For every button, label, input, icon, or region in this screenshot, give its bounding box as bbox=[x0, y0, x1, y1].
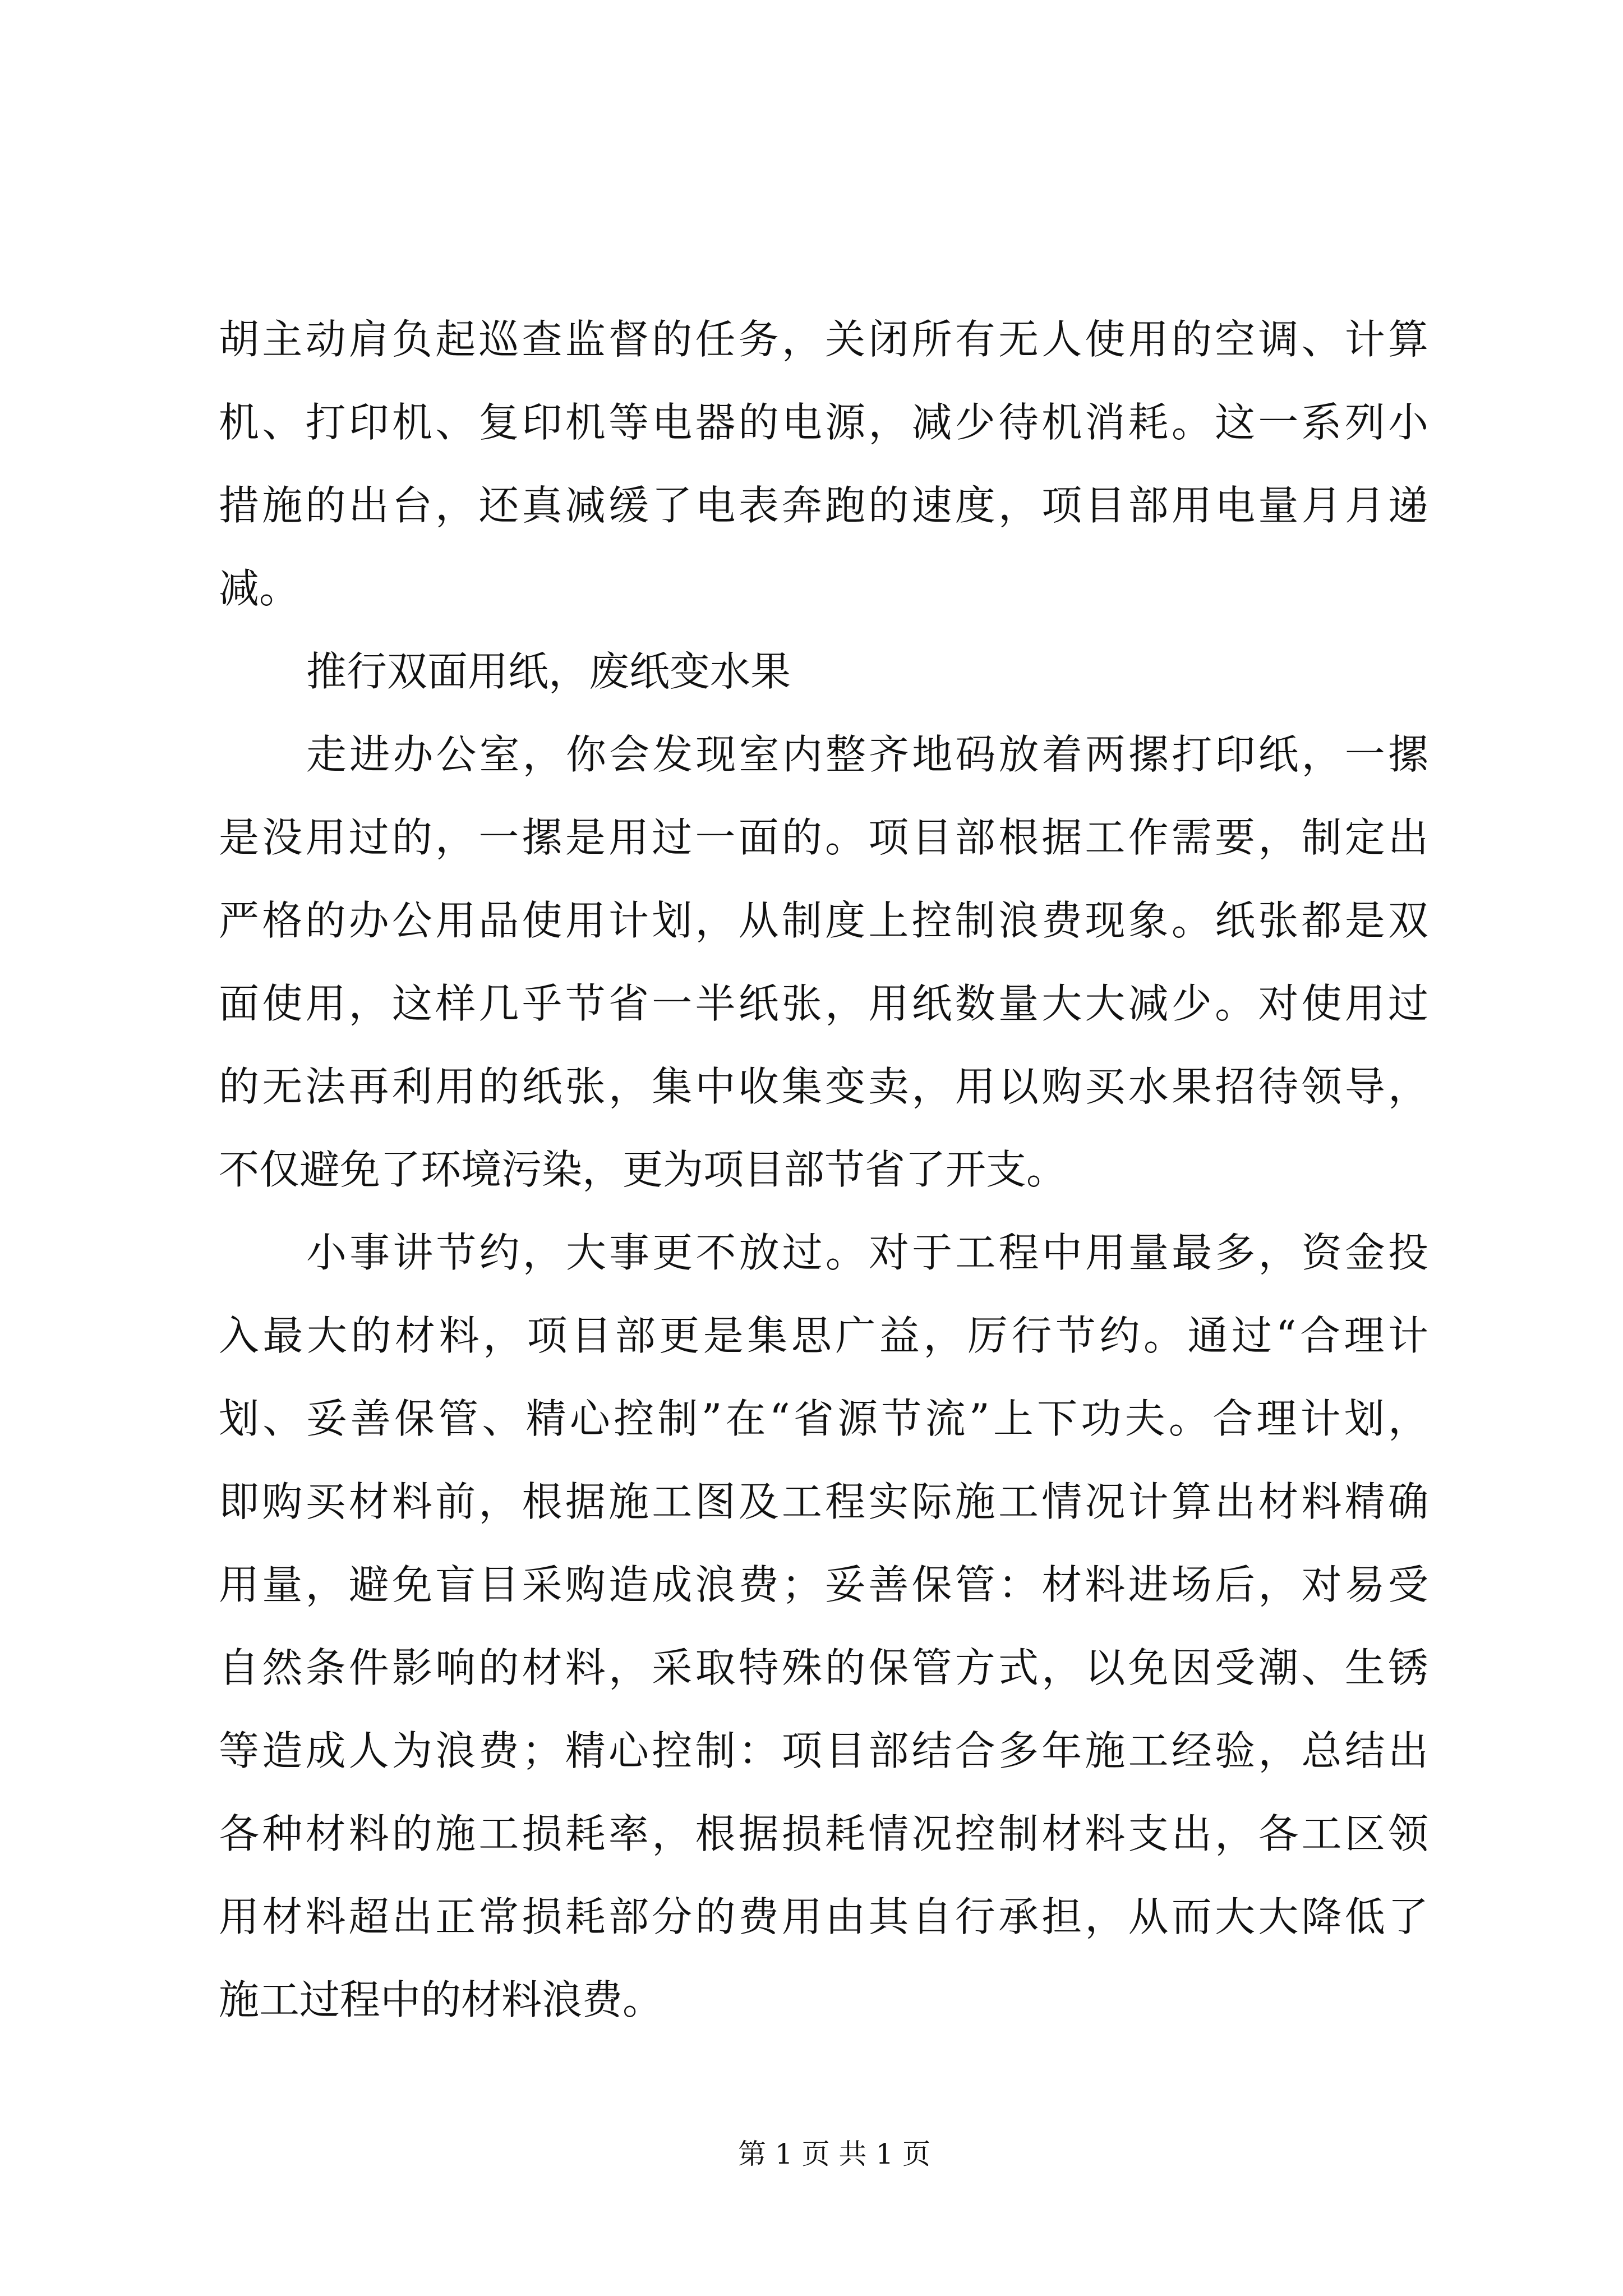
text-line: 不仅避免了环境污染，更为项目部节省了开支。 bbox=[219, 1146, 1067, 1193]
text-line: 小事讲节约，大事更不放过。对于工程中用量最多，资金投 bbox=[306, 1229, 1428, 1276]
text-line: 是没用过的，一摞是用过一面的。项目部根据工作需要，制定出 bbox=[219, 814, 1428, 861]
section-heading: 推行双面用纸，废纸变水果 bbox=[306, 648, 791, 695]
text-line: 机、打印机、复印机等电器的电源，减少待机消耗。这一系列小 bbox=[219, 399, 1428, 446]
text-line: 减。 bbox=[219, 565, 300, 612]
document-body bbox=[219, 298, 1428, 2041]
text-line: 入最大的材料，项目部更是集思广益，厉行节约。通过“合理计 bbox=[219, 1312, 1428, 1359]
text-line: 用量，避免盲目采购造成浪费；妥善保管：材料进场后，对易受 bbox=[219, 1561, 1428, 1608]
paragraph-energy-saving-continued bbox=[219, 298, 1428, 630]
text-line: 的无法再利用的纸张，集中收集变卖，用以购买水果招待领导， bbox=[219, 1063, 1428, 1110]
text-line: 措施的出台，还真减缓了电表奔跑的速度，项目部用电量月月递 bbox=[219, 482, 1428, 529]
text-line: 即购买材料前，根据施工图及工程实际施工情况计算出材料精确 bbox=[219, 1478, 1428, 1525]
text-line: 自然条件影响的材料，采取特殊的保管方式，以免因受潮、生锈 bbox=[219, 1644, 1428, 1691]
text-line: 施工过程中的材料浪费。 bbox=[219, 1976, 663, 2023]
text-line: 用材料超出正常损耗部分的费用由其自行承担，从而大大降低了 bbox=[219, 1893, 1428, 1940]
text-line: 各种材料的施工损耗率，根据损耗情况控制材料支出，各工区领 bbox=[219, 1810, 1428, 1857]
paragraph-paper-usage bbox=[219, 713, 1428, 1211]
page-number-footer: 第 1 页 共 1 页 bbox=[738, 2138, 931, 2170]
text-line: 划、妥善保管、精心控制”在“省源节流”上下功夫。合理计划， bbox=[219, 1395, 1428, 1442]
text-line: 严格的办公用品使用计划，从制度上控制浪费现象。纸张都是双 bbox=[219, 897, 1428, 944]
text-line: 胡主动肩负起巡查监督的任务，关闭所有无人使用的空调、计算 bbox=[219, 316, 1428, 363]
text-line: 等造成人为浪费；精心控制：项目部结合多年施工经验，总结出 bbox=[219, 1727, 1428, 1774]
paragraph-material-saving bbox=[219, 1211, 1428, 2041]
text-line: 走进办公室，你会发现室内整齐地码放着两摞打印纸，一摞 bbox=[306, 731, 1428, 778]
section-heading-double-sided-paper bbox=[219, 630, 1428, 713]
text-line: 面使用，这样几乎节省一半纸张，用纸数量大大减少。对使用过 bbox=[219, 980, 1428, 1027]
